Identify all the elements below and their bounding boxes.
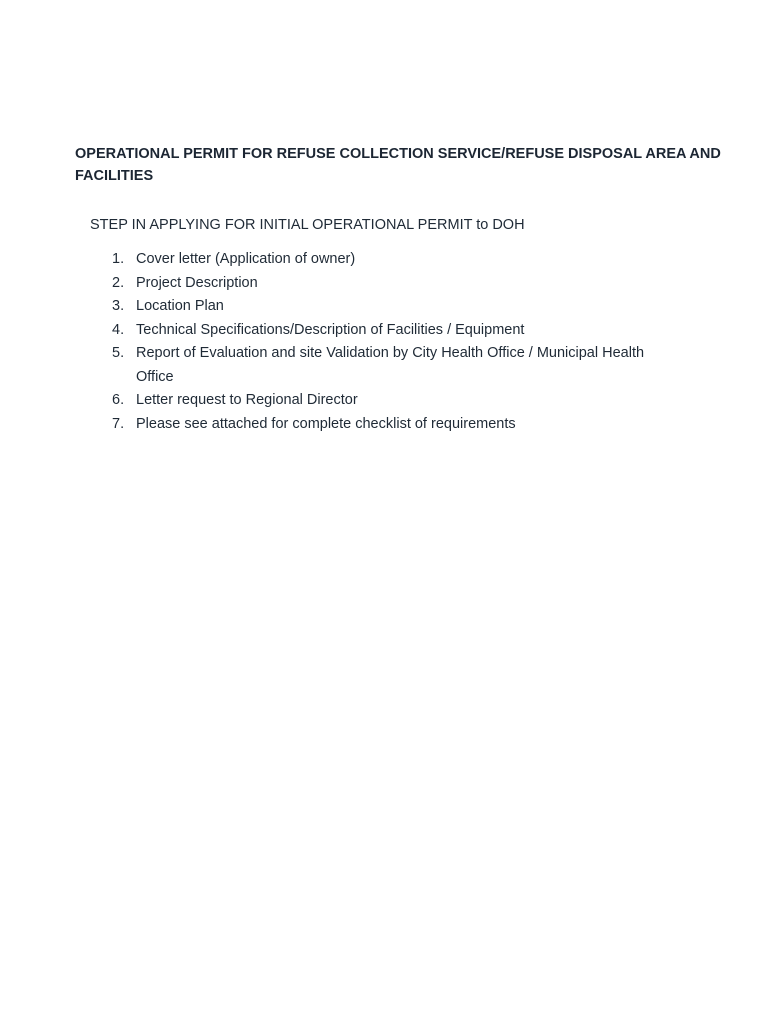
list-item [0, 319, 768, 343]
list-item-number: 4. [112, 321, 125, 338]
list-item-number: 6. [112, 392, 125, 408]
list-item [0, 342, 768, 389]
list-item-text: Letter request to Regional Director [136, 392, 358, 408]
list-item [0, 413, 768, 437]
list-item [0, 272, 768, 296]
list-item-text: Cover letter (Application of owner) [136, 251, 356, 267]
list-item-number: 7. [112, 415, 125, 432]
list-item-text: Project Description [136, 274, 258, 291]
list-item [0, 295, 768, 319]
steps-list [0, 248, 768, 436]
list-item-text: Please see attached for complete checklist of requirements [136, 415, 516, 432]
list-item-number: 2. [112, 274, 125, 291]
list-item-text: Technical Specifications/Description of Facilities / Equipment [136, 321, 525, 338]
list-item-number: 5. [112, 345, 125, 361]
list-item-number: 1. [112, 251, 125, 267]
step-heading: STEP IN APPLYING FOR INITIAL OPERATIONAL PERMIT to DOH [90, 217, 525, 233]
list-item-number: 3. [112, 298, 125, 314]
list-item [0, 389, 768, 413]
list-item-text: Report of Evaluation and site Validation by City Health Office / Municipal Health Office [136, 345, 645, 385]
document-title: OPERATIONAL PERMIT FOR REFUSE COLLECTION SERVICE/REFUSE DISPOSAL AREA AND FACILITIES [75, 146, 721, 184]
list-item-text: Location Plan [136, 298, 224, 314]
list-item [0, 248, 768, 272]
